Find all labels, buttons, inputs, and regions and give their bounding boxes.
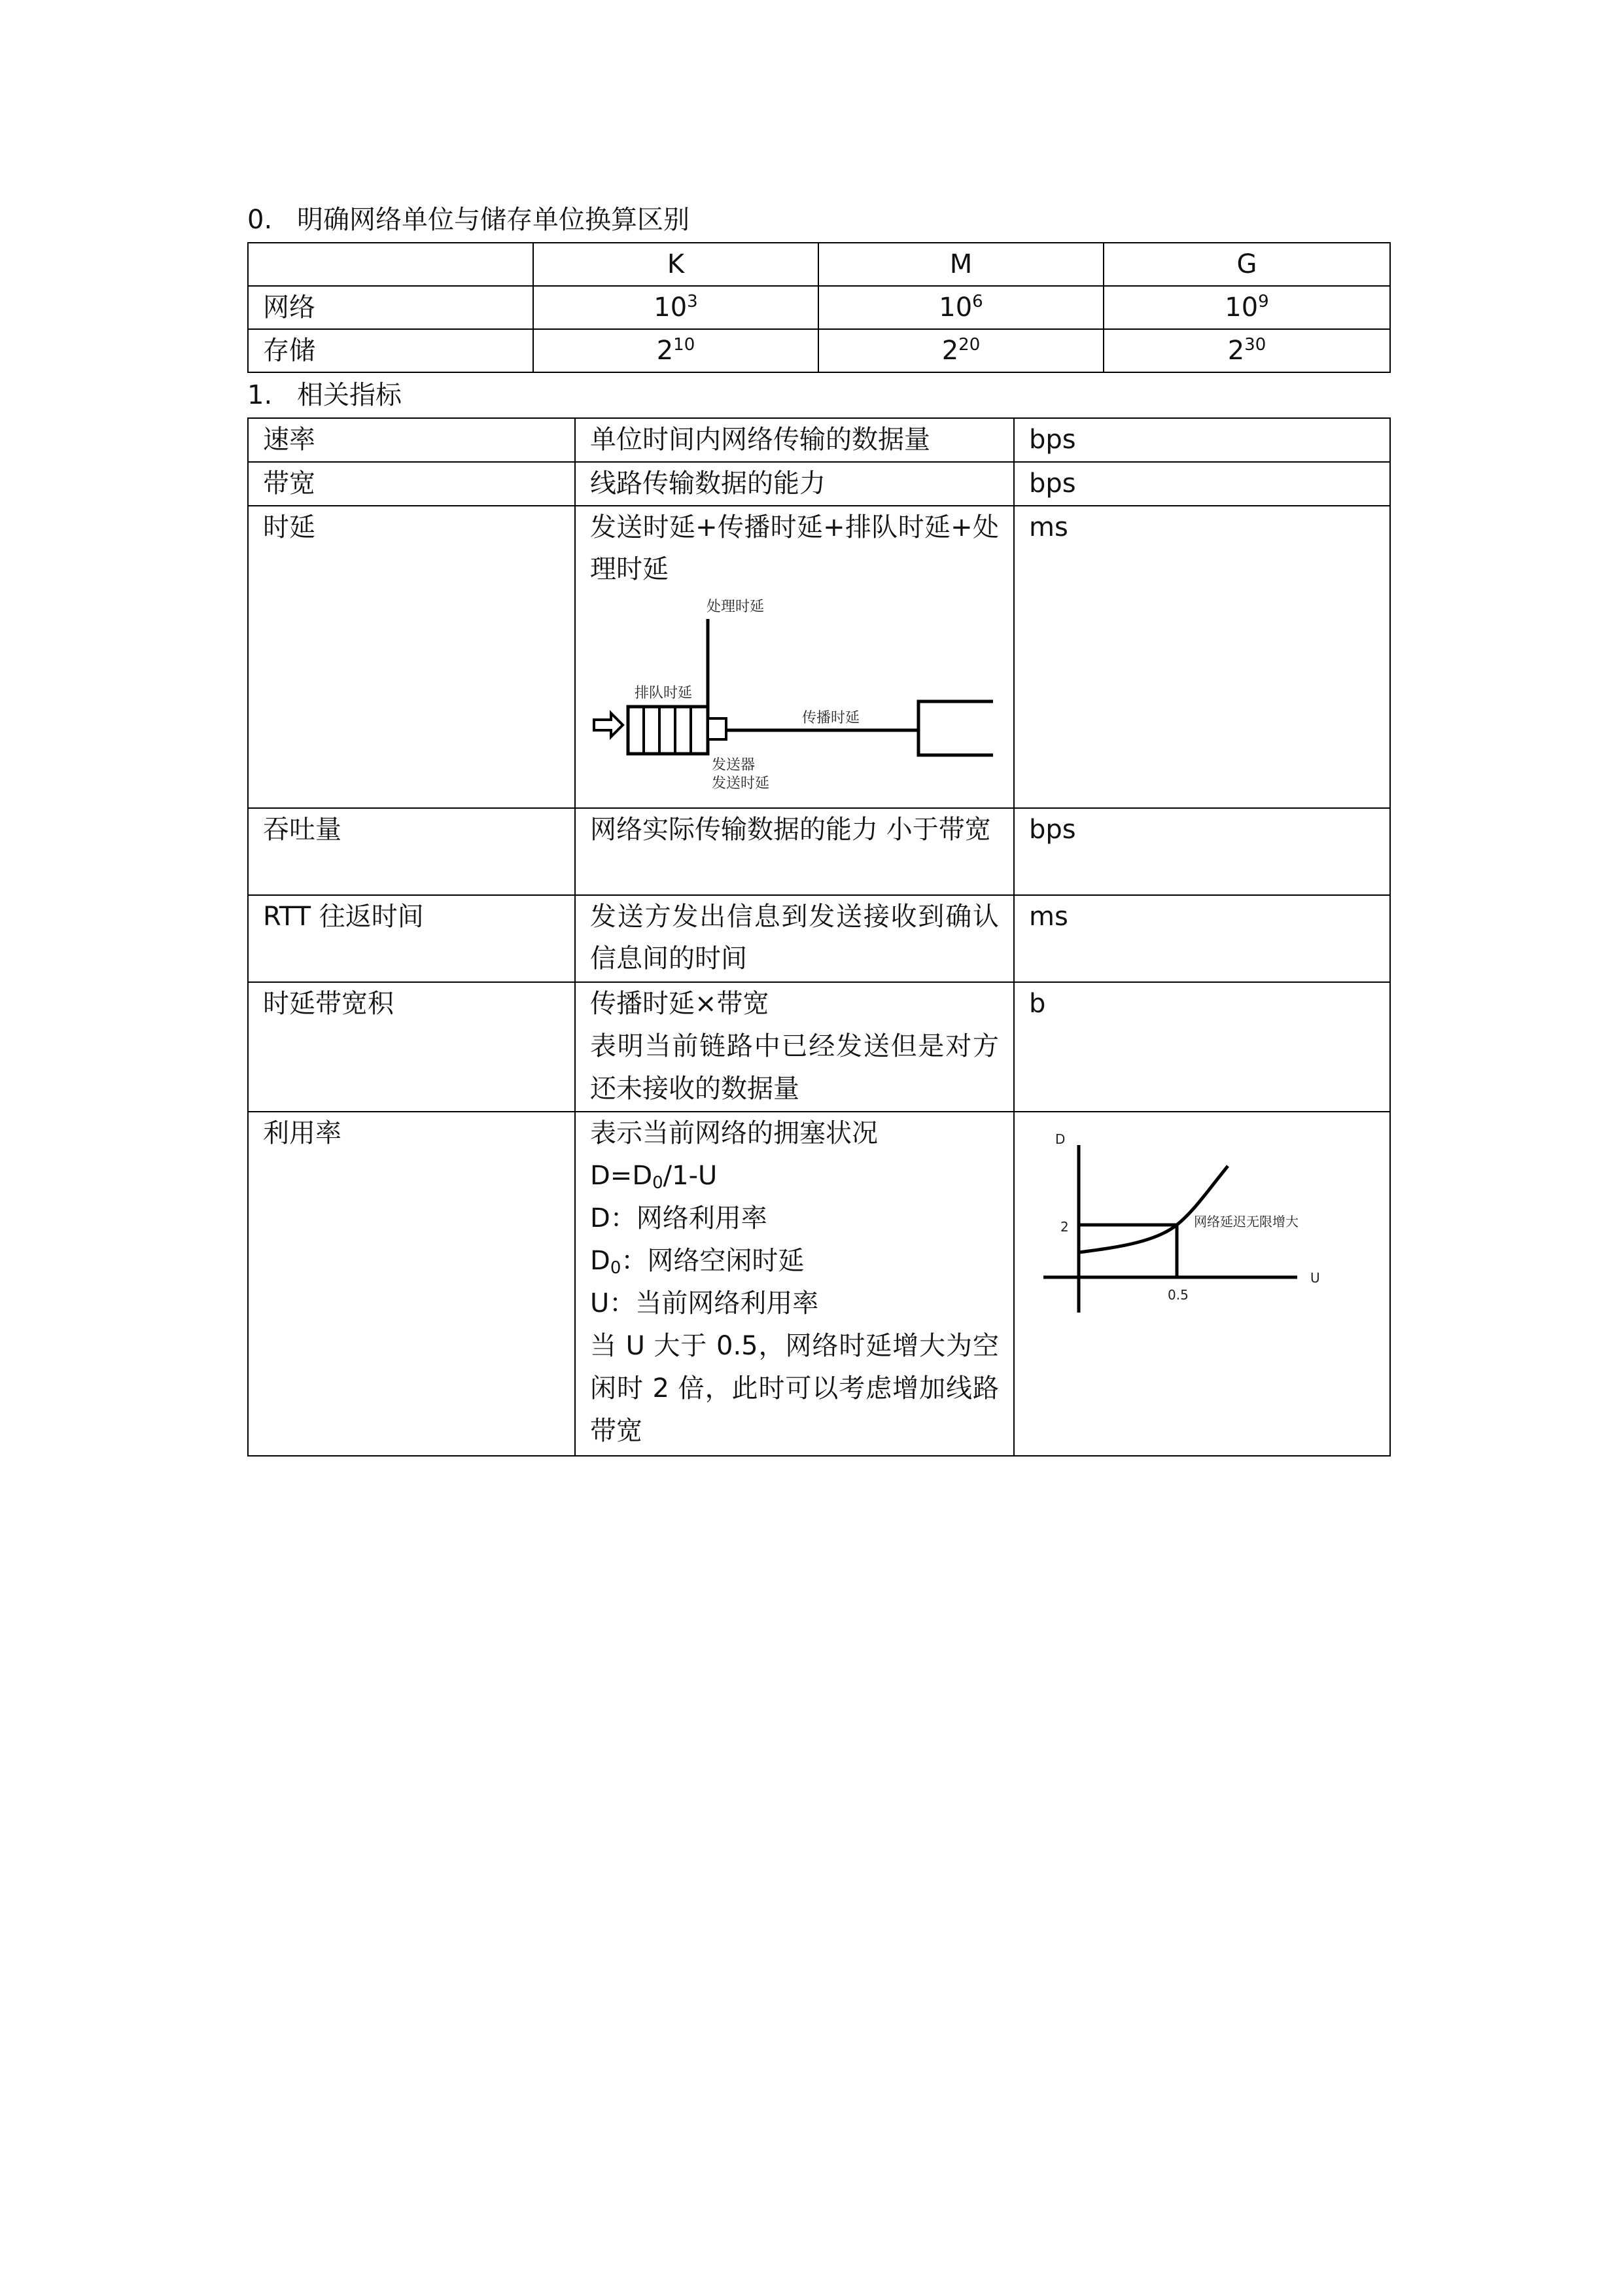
metric-desc-cell <box>575 506 1014 808</box>
sender-box <box>708 718 726 739</box>
section0-number: 0. <box>247 205 273 235</box>
units-cell: $2^{30}$ <box>1104 329 1390 372</box>
units-header-g: G <box>1104 243 1390 286</box>
units-header-m: M <box>818 243 1104 286</box>
metric-row-utilization <box>248 1112 1390 1456</box>
metric-unit: bps <box>1014 462 1390 506</box>
curve-annotation: 网络延迟无限增大 <box>1194 1214 1299 1229</box>
metric-desc: 发送时延+传播时延+排队时延+处理时延 <box>590 512 999 584</box>
formula: $D=D_0/1-U$ <box>590 1161 718 1193</box>
units-table <box>247 242 1391 373</box>
units-row-label: 存储 <box>248 329 533 372</box>
metric-unit: ms <box>1014 895 1390 982</box>
metric-unit: bps <box>1014 808 1390 895</box>
metric-desc: 网络实际传输数据的能力 小于带宽 <box>575 808 1014 895</box>
input-arrow-icon <box>594 713 623 737</box>
d-definition: D：网络利用率 <box>590 1203 767 1233</box>
section0-title: 明确网络单位与储存单位换算区别 <box>297 205 689 235</box>
units-row-network <box>248 286 1390 329</box>
utilization-note: 当 U 大于 0.5，网络时延增大为空闲时 2 倍，此时可以考虑增加线路带宽 <box>590 1331 999 1446</box>
section1-heading <box>247 377 402 414</box>
u-definition: U：当前网络利用率 <box>590 1288 819 1318</box>
metric-row-rate <box>248 418 1390 462</box>
units-cell: $10^9$ <box>1104 286 1390 329</box>
metric-name: 时延 <box>248 506 575 808</box>
queue-delay-label: 排队时延 <box>635 685 693 701</box>
section1-title: 相关指标 <box>297 380 402 410</box>
units-header-row <box>248 243 1390 286</box>
units-row-label: 网络 <box>248 286 533 329</box>
units-cell: $10^3$ <box>533 286 818 329</box>
metric-name: 吞吐量 <box>248 808 575 895</box>
propagation-delay-label: 传播时延 <box>802 710 860 726</box>
metric-desc-line: 表明当前链路中已经发送但是对方还未接收的数据量 <box>590 1031 999 1104</box>
processing-delay-label: 处理时延 <box>707 599 765 615</box>
metric-name: 带宽 <box>248 462 575 506</box>
metric-name: 时延带宽积 <box>248 982 575 1112</box>
units-cell: $10^6$ <box>818 286 1104 329</box>
receiver-box <box>918 701 993 755</box>
metric-name: 速率 <box>248 418 575 462</box>
metrics-table <box>247 417 1391 1457</box>
x-axis-label: U <box>1310 1270 1320 1286</box>
metric-desc: 线路传输数据的能力 <box>575 462 1014 506</box>
metric-desc: 发送方发出信息到发送接收到确认信息间的时间 <box>575 895 1014 982</box>
units-header-empty <box>248 243 533 286</box>
metric-desc-line: 表示当前网络的拥塞状况 <box>590 1118 878 1148</box>
metric-row-bdp <box>248 982 1390 1112</box>
units-header-k: K <box>533 243 818 286</box>
metric-unit: ms <box>1014 506 1390 808</box>
metric-row-throughput <box>248 808 1390 895</box>
queue-box <box>628 707 708 754</box>
metric-unit: bps <box>1014 418 1390 462</box>
units-cell: $2^{20}$ <box>818 329 1104 372</box>
metric-row-delay <box>248 506 1390 808</box>
metric-graph-cell <box>1014 1112 1390 1456</box>
units-row-storage <box>248 329 1390 372</box>
x-tick-label: 0.5 <box>1168 1287 1189 1303</box>
d0-definition: $D_0$：网络空闲时延 <box>590 1246 805 1278</box>
y-tick-label: 2 <box>1060 1219 1069 1235</box>
section0-heading <box>247 202 689 238</box>
metric-row-bandwidth <box>248 462 1390 506</box>
metric-desc-line: 传播时延×带宽 <box>590 989 769 1019</box>
send-delay-label: 发送时延 <box>712 775 770 792</box>
delay-diagram <box>581 590 993 793</box>
delay-curve <box>1079 1166 1228 1252</box>
metric-name: RTT 往返时间 <box>248 895 575 982</box>
metric-desc-cell <box>575 1112 1014 1456</box>
section1-number: 1. <box>247 380 273 410</box>
sender-label: 发送器 <box>712 757 756 773</box>
y-axis-label: D <box>1055 1131 1066 1147</box>
metric-desc: 单位时间内网络传输的数据量 <box>575 418 1014 462</box>
metric-desc-cell <box>575 982 1014 1112</box>
units-cell: $2^{10}$ <box>533 329 818 372</box>
utilization-graph <box>1015 1112 1391 1328</box>
metric-name: 利用率 <box>248 1112 575 1456</box>
metric-unit: b <box>1014 982 1390 1112</box>
metric-row-rtt <box>248 895 1390 982</box>
